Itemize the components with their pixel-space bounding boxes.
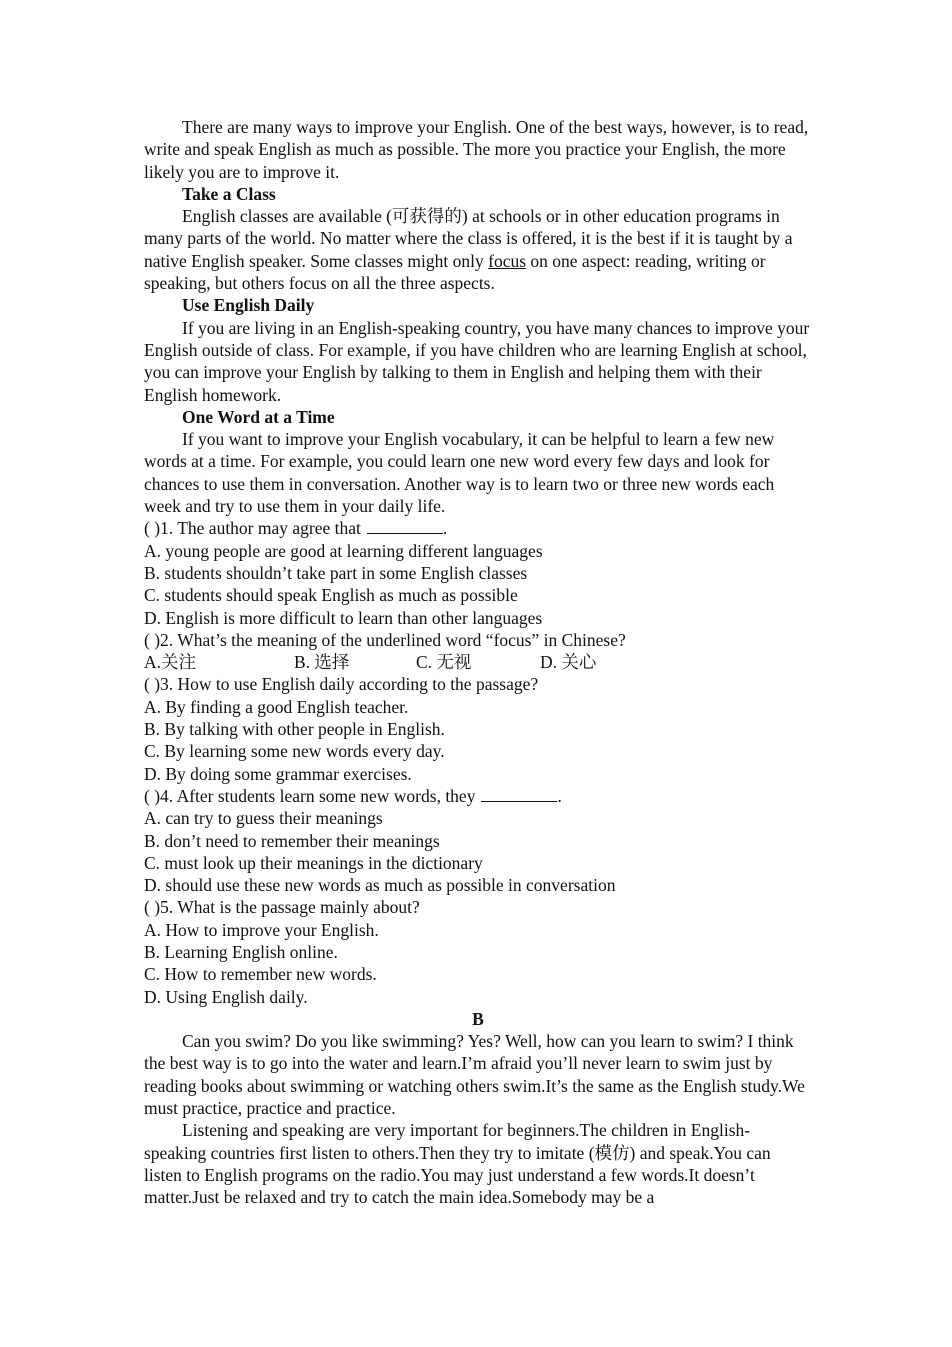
question-stem: ( )4. After students learn some new words, they . xyxy=(144,785,562,806)
passage-b-label: B xyxy=(472,1008,484,1029)
question-stem: ( )1. The author may agree that . xyxy=(144,518,448,539)
section-heading: Take a Class xyxy=(182,183,276,204)
question-stem: ( )3. How to use English daily according to the passage? xyxy=(144,674,539,695)
answer-option: C. How to remember new words. xyxy=(144,964,377,985)
answer-option: D. should use these new words as much as possible in conversation xyxy=(144,875,616,896)
passage-b-paragraph: Listening and speaking are very important for beginners.The children in English-speaking countries first listen to others.Then they try to imitate (模仿) and speak.You can listen to English programs on the radio.You may just understand a few words.It doesn’t matter.Just be relaxed and try to catch the main idea.Somebody may be a xyxy=(144,1120,771,1208)
text-segment: on one aspect: reading, writing or speaking, but others focus on all the three aspects. xyxy=(144,250,766,294)
section-heading: Use English Daily xyxy=(182,295,315,316)
reading-content xyxy=(144,116,812,1209)
section-heading: One Word at a Time xyxy=(182,406,335,427)
answer-option: A. By finding a good English teacher. xyxy=(144,696,409,717)
answer-blank xyxy=(481,787,557,802)
text-segment: English classes are available (可获得的) at schools or in other education programs in many parts of the world. No matter where the class is offered, it is the best if it is taught by a native English speaker. Some classes might only xyxy=(144,206,793,271)
question-stem: ( )5. What is the passage mainly about? xyxy=(144,897,420,918)
answer-option: A. young people are good at learning different languages xyxy=(144,540,543,561)
section-paragraph: If you are living in an English-speaking country, you have many chances to improve your English outside of class. For example, if you have children who are learning English at school, you can improve your English by talking to them in English and helping them with their English homework. xyxy=(144,317,810,405)
question-text: ( )4. After students learn some new words, they xyxy=(144,785,476,806)
underlined-word-focus: focus xyxy=(488,250,527,271)
answer-option: B. don’t need to remember their meanings xyxy=(144,830,440,851)
section-paragraph: If you want to improve your English vocabulary, it can be helpful to learn a few new words at a time. For example, you could learn one new word every few days and look for chances to use them in conversation. Another way is to learn two or three new words each week and try to use them in your daily life. xyxy=(144,429,775,517)
answer-option: C. must look up their meanings in the dictionary xyxy=(144,852,483,873)
answer-option: B. students shouldn’t take part in some English classes xyxy=(144,562,528,583)
answer-option: A. can try to guess their meanings xyxy=(144,808,383,829)
answer-blank xyxy=(367,519,443,534)
answer-option: B. Learning English online. xyxy=(144,941,338,962)
answer-option: C. By learning some new words every day. xyxy=(144,741,445,762)
answer-option: B. By talking with other people in English. xyxy=(144,719,445,740)
section-paragraph xyxy=(144,205,812,294)
answer-option: A. How to improve your English. xyxy=(144,919,379,940)
answer-option: C. 无视 xyxy=(416,652,472,673)
question-stem: ( )2. What’s the meaning of the underlined word “focus” in Chinese? xyxy=(144,629,626,650)
answer-option: D. 关心 xyxy=(540,652,597,673)
answer-option: D. By doing some grammar exercises. xyxy=(144,763,412,784)
question-text: ( )1. The author may agree that xyxy=(144,518,361,539)
answer-option: D. English is more difficult to learn than other languages xyxy=(144,607,543,628)
passage-b-paragraph: Can you swim? Do you like swimming? Yes? Well, how can you learn to swim? I think the best way is to go into the water and learn.I’m afraid you’ll never learn to swim just by reading books about swimming or watching others swim.It’s the same as the English study.We must practice, practice and practice. xyxy=(144,1031,805,1119)
answer-option: C. students should speak English as much as possible xyxy=(144,585,518,606)
answer-option: D. Using English daily. xyxy=(144,986,308,1007)
answer-option: A.关注 xyxy=(144,652,197,673)
answer-option: B. 选择 xyxy=(294,652,350,673)
inline-options xyxy=(144,651,812,673)
passage-a-intro: There are many ways to improve your English. One of the best ways, however, is to read, write and speak English as much as possible. The more you practice your English, the more likely you are to improve it. xyxy=(144,117,809,182)
